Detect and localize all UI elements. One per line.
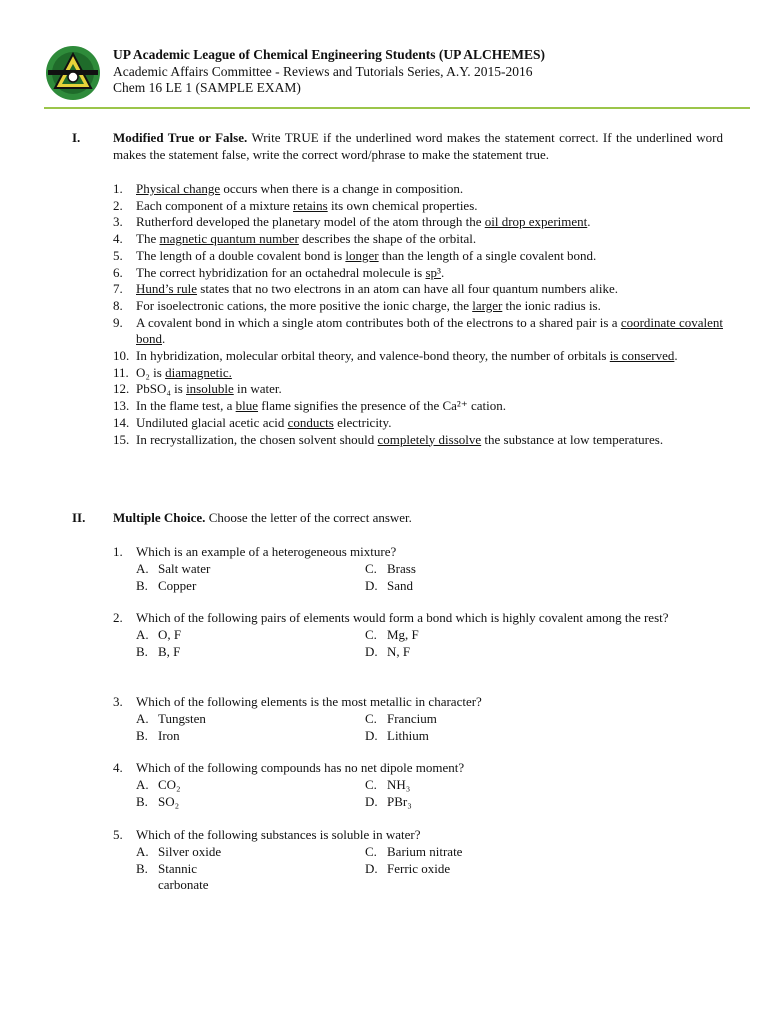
item-number: 5. [113,247,123,263]
question-number: 2. [113,610,123,625]
item-underlined-term: is conserved [609,348,675,364]
option-letter: B. [136,643,148,659]
item-text-after: electricity. [333,414,392,430]
item-number: 12. [113,381,130,397]
item-text-before: Rutherford developed the planetary model of the atom through the [136,214,485,230]
item-text-before: PbSO₄ is [136,381,187,397]
item-text-after: its own chemical properties. [327,197,478,213]
item-underlined-term: sp³ [425,264,441,280]
option-text: CO₂ [158,776,181,792]
question-block [113,694,723,745]
option-text: Francium [387,710,437,726]
option-text: Sand [387,577,413,593]
item-text-before: In the flame test, a [136,398,236,414]
item-text-before: Each component of a mixture [136,197,294,213]
question-number: 3. [113,694,123,709]
question-block [113,544,723,595]
item-text-before: In hybridization, molecular orbital theory, and valence-bond theory, the number of orbitals [136,348,610,364]
option-letter: D. [365,727,378,743]
item-text-after: states that no two electrons in an atom can have all four quantum numbers alike. [197,281,618,297]
item-number: 14. [113,414,130,430]
option-text: Tungsten [158,710,206,726]
header-exam-title: Chem 16 LE 1 (SAMPLE EXAM) [113,80,301,95]
true-false-item [113,181,723,198]
true-false-item [113,381,723,398]
question-block [113,760,723,811]
option-letter: D. [365,860,378,876]
option-text: NH₃ [387,776,411,792]
item-text-after: than the length of a single covalent bond. [378,247,597,263]
true-false-item [113,298,723,315]
option-letter: B. [136,577,148,593]
option-letter: D. [365,643,378,659]
item-underlined-term: insoluble [186,381,234,397]
true-false-item [113,281,723,298]
item-text-before: The [136,231,160,247]
true-false-item [113,415,723,432]
true-false-list [113,181,723,448]
option-text: Brass [387,560,416,576]
item-number: 13. [113,398,130,414]
item-underlined-term: larger [472,297,503,313]
section-2-title: Multiple Choice. [113,510,206,525]
option-letter: B. [136,793,148,809]
item-text-after: . [587,214,591,230]
item-number: 6. [113,264,123,280]
option-letter: C. [365,776,377,792]
option-letter: A. [136,710,149,726]
option-text: PBr₃ [387,793,412,809]
item-underlined-term: longer [345,247,379,263]
answer-options [113,711,723,745]
question-stem [113,827,723,844]
item-underlined-term: conducts [287,414,334,430]
section-2-numeral: II. [72,510,86,525]
item-number: 11. [113,364,129,380]
question-number: 4. [113,760,123,775]
item-underlined-term: Hund’s rule [136,281,198,297]
answer-options [113,561,723,595]
item-text-after: . [674,348,678,364]
true-false-item [113,432,723,449]
option-text: Barium nitrate [387,843,463,859]
item-text-after: describes the shape of the orbital. [298,231,477,247]
header-committee: Academic Affairs Committee - Reviews and Tutorials Series, A.Y. 2015-2016 [113,63,533,79]
true-false-item [113,231,723,248]
option-text: Copper [158,577,197,593]
option-letter: D. [365,793,378,809]
item-underlined-term: diamagnetic. [165,364,232,380]
section-1-numeral: I. [72,130,81,145]
answer-options [113,627,723,661]
question-stem [113,544,723,561]
option-text: Iron [158,727,180,743]
option-text: Lithium [387,727,429,743]
item-text-after: . [162,331,166,347]
item-text-before: In recrystallization, the chosen solvent should [136,431,378,447]
item-number: 9. [113,314,123,330]
option-letter: C. [365,843,377,859]
item-text-after: occurs when there is a change in composition. [220,181,464,196]
true-false-item [113,198,723,215]
header-divider [44,107,750,109]
option-letter: A. [136,626,149,642]
item-text-after: . [440,264,445,280]
option-text: Mg, F [387,626,419,642]
item-text-before: A covalent bond in which a single atom contributes both of the electrons to a shared pair is a [136,314,621,330]
question-text: Which is an example of a heterogeneous mixture? [136,544,397,559]
item-text-before: The correct hybridization for an octahedral molecule is [136,264,426,280]
section-1-instructions: Write TRUE if the underlined word makes the statement correct. If the underlined word makes the statement false, write the correct word/phrase to make the statement true. [113,130,723,162]
question-text: Which of the following elements is the most metallic in character? [136,694,482,709]
item-number: 3. [113,214,123,230]
item-text-after: in water. [233,381,282,397]
document-header [113,47,545,97]
question-number: 1. [113,544,123,559]
true-false-item [113,315,723,348]
question-block [113,610,723,661]
item-number: 8. [113,297,123,313]
question-stem [113,760,723,777]
question-text: Which of the following compounds has no net dipole moment? [136,760,465,775]
section-2-instructions: Choose the letter of the correct answer. [208,510,412,525]
true-false-item [113,265,723,282]
option-letter: D. [365,577,378,593]
option-text: N, F [387,643,411,659]
item-number: 1. [113,181,123,196]
option-text: O, F [158,626,182,642]
option-letter: C. [365,626,377,642]
option-text: Salt water [158,560,211,576]
item-number: 2. [113,197,123,213]
true-false-item [113,214,723,231]
item-number: 15. [113,431,130,447]
true-false-item [113,398,723,415]
item-text-before: Undiluted glacial acetic acid [136,414,288,430]
question-stem [113,610,723,627]
organization-logo-icon [44,44,102,102]
option-letter: C. [365,560,377,576]
option-letter: A. [136,843,149,859]
section-1-title: Modified True or False. [113,130,248,145]
item-underlined-term: Physical change [136,181,221,196]
question-text: Which of the following substances is soluble in water? [136,827,421,842]
true-false-item [113,365,723,382]
option-letter: A. [136,776,149,792]
answer-options [113,777,723,811]
item-number: 7. [113,281,123,297]
option-text: B, F [158,643,181,659]
item-underlined-term: oil drop experiment [484,214,588,230]
item-underlined-term: coordinate covalent bond [136,314,723,347]
item-underlined-term: completely dissolve [377,431,482,447]
question-stem [113,694,723,711]
item-number: 4. [113,231,123,247]
answer-options [113,843,723,893]
header-organization: UP Academic League of Chemical Engineering Students (UP ALCHEMES) [113,47,545,62]
option-letter: B. [136,727,148,743]
item-underlined-term: blue [235,398,259,414]
option-letter: A. [136,560,149,576]
option-letter: C. [365,710,377,726]
question-number: 5. [113,827,123,842]
item-text-before: The length of a double covalent bond is [136,247,346,263]
section-1-heading [113,130,723,163]
item-number: 10. [113,348,130,364]
item-text-after: the ionic radius is. [502,297,601,313]
true-false-item [113,348,723,365]
item-text-after: flame signifies the presence of the Ca²⁺ cation. [258,398,506,414]
question-text: Which of the following pairs of elements would form a bond which is highly covalent among the rest? [136,610,669,625]
item-underlined-term: magnetic quantum number [159,231,299,247]
option-text: Ferric oxide [387,860,451,876]
option-text: Silver oxide [158,843,222,859]
true-false-item [113,248,723,265]
section-2-heading [113,510,723,527]
item-text-before: O₂ is [136,364,166,380]
option-letter: B. [136,860,148,876]
option-text: Stannic carbonate [158,860,209,893]
item-underlined-term: retains [293,197,328,213]
item-text-after: the substance at low temperatures. [481,431,664,447]
question-block [113,827,723,893]
item-text-before: For isoelectronic cations, the more positive the ionic charge, the [136,297,473,313]
option-text: SO₂ [158,793,180,809]
